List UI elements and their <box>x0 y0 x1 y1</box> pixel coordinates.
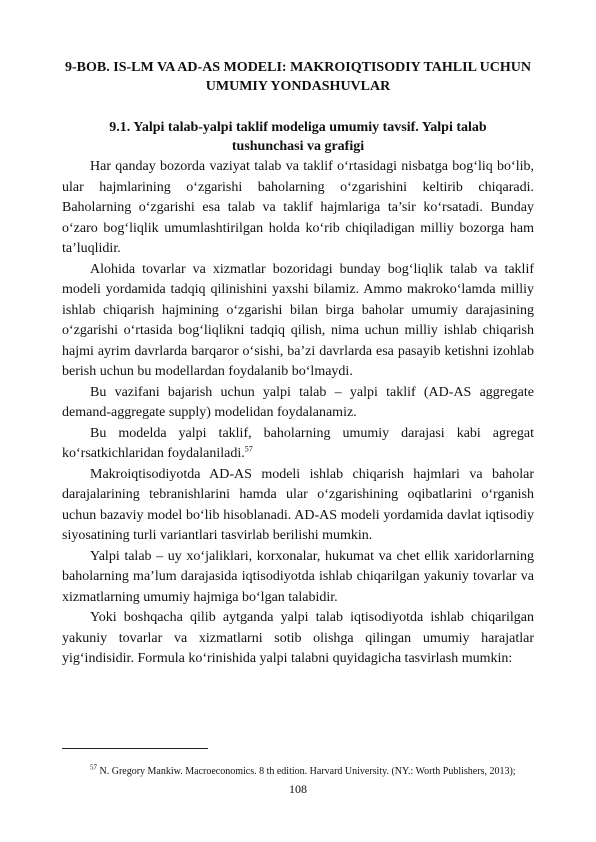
footnote <box>62 765 534 778</box>
paragraph: Yoki boshqacha qilib aytganda yalpi talab iqtisodiyotda ishlab chiqarilgan yakuniy tovarlar va xizmatlarni sotib olishga qilingan umumiy harajatlar yig‘indisidir. Formula ko‘rinishida yalpi talabni quyidagicha tasvirlash mumkin: <box>62 610 534 666</box>
paragraph-with-footnote <box>62 424 534 465</box>
footnote-text: N. Gregory Mankiw. Macroeconomics. 8 th edition. Harvard University. (NY.: Worth Publishers, 2013); <box>97 766 516 777</box>
paragraph: Makroiqtisodiyotda AD-AS modeli ishlab chiqarish hajmlari va baholar darajalarining tebranishlarini hamda ular o‘zgarishining oqibatlarini o‘rganish uchun bazaviy model bo‘lib hisoblanadi. AD-AS modeli yordamida davlat iqtisodiy siyosatining turli variantlari tasvirlab berilishi mumkin. <box>62 466 534 543</box>
body-text <box>62 157 534 670</box>
page-number: 108 <box>289 782 307 796</box>
chapter-title: 9-BOB. IS-LM VA AD-AS MODELI: MAKROIQTISODIY TAHLIL UCHUN UMUMIY YONDASHUVLAR <box>65 60 531 94</box>
paragraph-text: Bu modelda yalpi taklif, baholarning umumiy darajasi kabi agregat ko‘rsatkichlaridan foydalaniladi. <box>62 425 534 461</box>
paragraph: Bu vazifani bajarish uchun yalpi talab – yalpi taklif (AD-AS aggregate demand-aggregate supply) modelidan foydalanamiz. <box>62 384 534 420</box>
paragraph: Yalpi talab – uy xo‘jaliklari, korxonalar, hukumat va chet ellik xaridorlarning baholarning ma’lum darajasida iqtisodiyotda ishlab chiqarilgan yakuniy tovarlar va xizmatlarning umumiy hajmiga bo‘lgan talabidir. <box>62 548 534 605</box>
footnote-reference[interactable]: 57 <box>244 444 253 454</box>
paragraph: Alohida tovarlar va xizmatlar bozoridagi bunday bog‘liqlik talab va taklif modeli yordamida tadqiq qilinishini yaxshi bilamiz. Ammo makroko‘lamda milliy ishlab chiqarish hajmining o‘zgarishi bilan birga baholar umumiy darajasining o‘zgarishi o‘rtasida bog‘liqlikni tadqiq qilish, nima uchun milliy ishlab chiqarish hajmi ayrim davrlarda barqaror o‘sishi, ba’zi davrlarda esa pasayib ketishni izohlab berish uchun bu modellardan foydalanib bo‘lmaydi. <box>62 261 534 379</box>
paragraph: Har qanday bozorda vaziyat talab va taklif o‘rtasidagi nisbatga bog‘liq bo‘lib, ular hajmlarining o‘zgarishi baholarning o‘zgarishini keltirib chiqaradi. Baholarning o‘zgarishi esa talab va taklif hajmlariga ta’sir ko‘rsatadi. Bunday o‘zaro bog‘liqlik umumlashtirilgan holda ko‘rib chiqiladigan milliy bozorga ham ta’luqlidir. <box>62 159 534 256</box>
footnote-number: 57 <box>90 763 97 772</box>
section-title: 9.1. Yalpi talab-yalpi taklif modeliga umumiy tavsif. Yalpi talab tushunchasi va grafigi <box>109 120 487 154</box>
footnote-divider <box>62 748 208 749</box>
